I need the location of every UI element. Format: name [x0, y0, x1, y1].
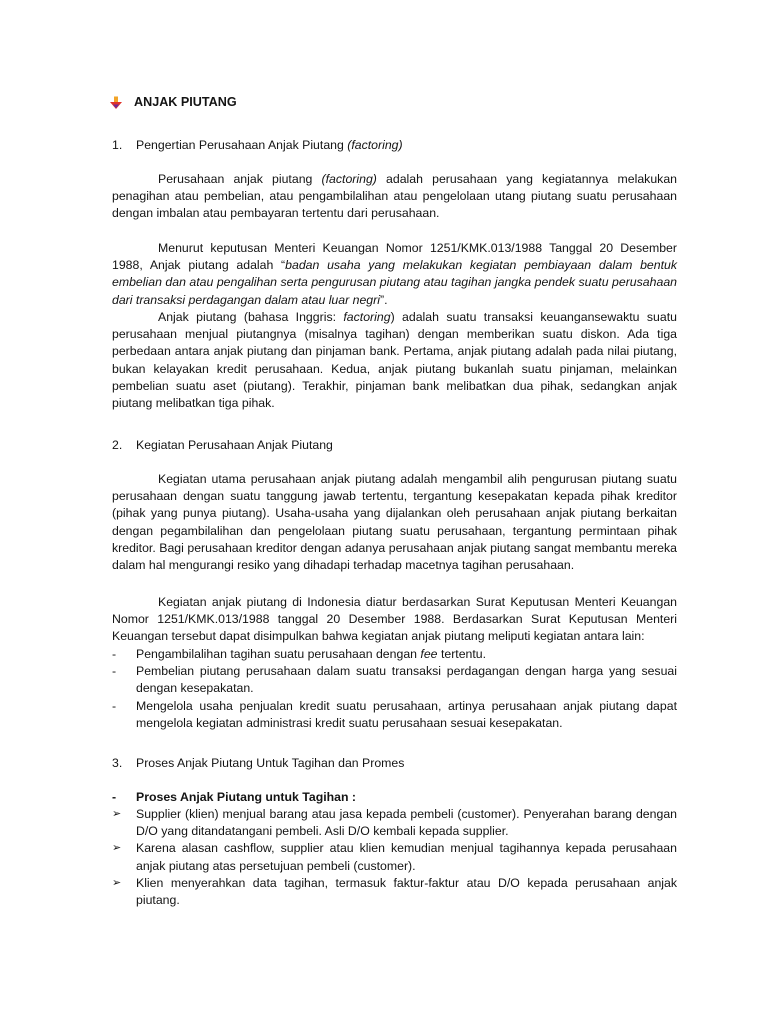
section-number: 3.: [112, 756, 123, 770]
paragraph: Perusahaan anjak piutang (factoring) adalah perusahaan yang kegiatannya melakukan penagihan atau pembelian, atau pengambilalihan atau pengelolaan utang piutang suatu perusahaan dengan imbalan atau pembayaran tertentu dari perusahaan.: [112, 172, 677, 221]
title-text: ANJAK PIUTANG: [134, 95, 237, 109]
list-item: ➢ Karena alasan cashflow, supplier atau klien kemudian menjual tagihannya kepada perusahaan anjak piutang atas persetujuan pembeli (customer).: [112, 841, 677, 873]
section-heading-text: Proses Anjak Piutang Untuk Tagihan dan Promes: [136, 756, 405, 770]
activity-list: [112, 646, 677, 732]
section-number: 1.: [112, 138, 123, 152]
list-item: - Pengambilalihan tagihan suatu perusahaan dengan fee tertentu.: [112, 647, 487, 661]
section-heading-text: Kegiatan Perusahaan Anjak Piutang: [136, 438, 333, 452]
paragraph: Anjak piutang (bahasa Inggris: factoring) adalah suatu transaksi keuangansewaktu suatu perusahaan menjual piutangnya (misalnya tagihan) dengan memberikan suatu diskon. Ada tiga perbedaan antara anjak piutang dan pinjaman bank. Pertama, anjak piutang adalah pada nilai piutang, bukan kelayakan kredit perusahaan. Kedua, anjak piutang bukanlah suatu pinjaman, melainkan pembelian suatu aset (piutang). Terakhir, pinjaman bank melibatkan dua pihak, sedangkan anjak piutang melibatkan tiga pihak.: [112, 310, 677, 411]
paragraph: Kegiatan anjak piutang di Indonesia diatur berdasarkan Surat Keputusan Menteri Keuangan Nomor 1251/KMK.013/1988 tanggal 20 Desember 1988. Berdasarkan Surat Keputusan Menteri Keuangan tersebut dapat disimpulkan bahwa kegiatan anjak piutang meliputi kegiatan antara lain:: [112, 595, 677, 644]
list-item: ➢ Klien menyerahkan data tagihan, termasuk faktur-faktur atau D/O kepada perusahaan anjak piutang.: [112, 875, 677, 908]
section-number: 2.: [112, 438, 123, 452]
arrow-bullet-icon: ➢: [112, 808, 122, 820]
sub-heading-text: Proses Anjak Piutang untuk Tagihan :: [136, 790, 357, 804]
sub-heading-mark: -: [112, 790, 117, 804]
process-list: [112, 806, 677, 909]
list-item: - Mengelola usaha penjualan kredit suatu perusahaan, artinya perusahaan anjak piutang dapat mengelola kegiatan administrasi kredit suatu perusahaan sesuai kesepakatan.: [112, 698, 677, 730]
list-item: ➢ Supplier (klien) menjual barang atau jasa kepada pembeli (customer). Penyerahan barang dengan D/O yang ditandatangani pembeli. Asli D/O kembali kepada supplier.: [112, 807, 677, 839]
list-item: - Pembelian piutang perusahaan dalam suatu transaksi perdagangan dengan harga yang sesuai dengan kesepakatan.: [112, 664, 677, 696]
arrow-bullet-icon: ➢: [112, 842, 122, 855]
arrow-bullet-icon: ➢: [112, 876, 122, 889]
paragraph: Kegiatan utama perusahaan anjak piutang adalah mengambil alih pengurusan piutang suatu perusahaan dengan suatu tanggung jawab tertentu, tergantung kesepakatan kepada pihak kreditor (pihak yang punya piutang). Usaha-usaha yang dijalankan oleh perusahaan anjak piutang berkaitan dengan pegambilalihan dan pengelolaan piutang suatu perusahaan, tergantung permintaan pihak kreditor. Bagi perusahaan kreditor dengan adanya perusahaan anjak piutang sangat membantu mereka dalam hal mengurangi resiko yang dihadapi terhadap macetnya tagihan perusahaan.: [112, 472, 677, 573]
down-arrow-bullet-icon: [109, 96, 123, 110]
section-heading-text: Pengertian Perusahaan Anjak Piutang (factoring): [136, 138, 403, 152]
paragraph: Menurut keputusan Menteri Keuangan Nomor 1251/KMK.013/1988 Tanggal 20 Desember 1988, Anjak piutang adalah “badan usaha yang melakukan kegiatan pembiayaan dalam bentuk embelian dan atau pengalihan serta pengurusan piutang atau tagihan jangka pendek suatu perusahaan dari transaksi perdagangan dalam atau luar negri”.: [112, 241, 677, 307]
